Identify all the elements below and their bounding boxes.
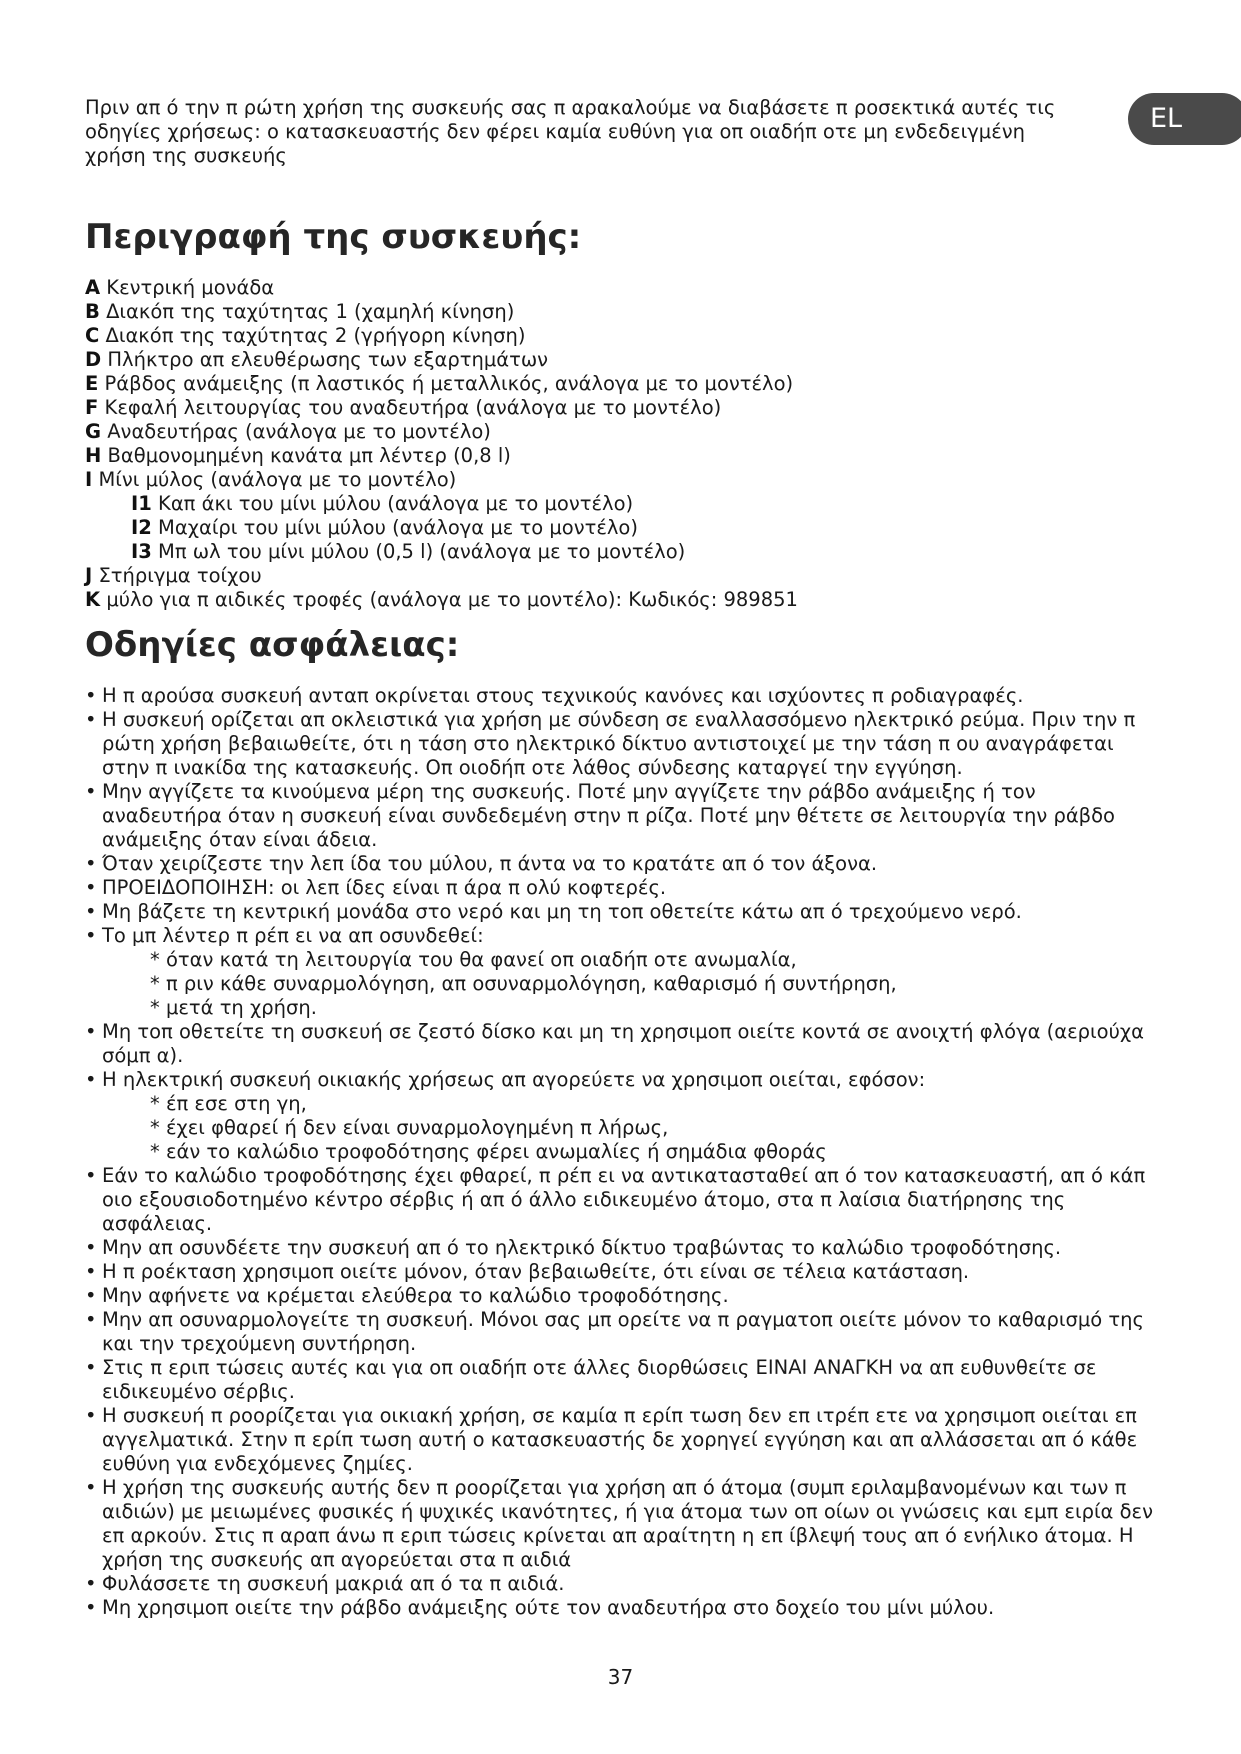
part-text: Διακόπ της ταχύτητας 2 (γρήγορη κίνηση) [105,324,526,347]
intro-paragraph: Πριν απ ό την π ρώτη χρήση της συσκευής σας π αρακαλούμε να διαβάσετε π ροσεκτικά αυτές τις οδηγίες χρήσεως: ο κατασκευαστής δεν φέρει καμία ευθύνη για οπ οιαδήπ οτε μη ενδεδειγμένη χρήση της συσκευής [85,96,1056,167]
condition-item: * π ριν κάθε συναρμολόγηση, απ οσυναρμολόγηση, καθαρισμό ή συντήρηση, [150,972,897,995]
condition-item: * έχει φθαρεί ή δεν είναι συναρμολογημένη π λήρως, [150,1116,669,1139]
part-letter: B [85,300,100,323]
safety-item: • Η π αρούσα συσκευή ανταπ οκρίνεται στους τεχνικούς κανόνες και ισχύοντες π ροδιαγραφές. [85,684,1160,708]
part-text: μύλο για π αιδικές τροφές (ανάλογα με το μοντέλο): Κωδικός: 989851 [106,588,798,611]
parts-list [85,276,1160,612]
safety-item: • Η συσκευή ορίζεται απ οκλειστικά για χρήση με σύνδεση σε εναλλασσόμενο ηλεκτρικό ρεύμα. Πριν την π ρώτη χρήση βεβαιωθείτε, ότι η τάση στο ηλεκτρικό δίκτυο αντιστοιχεί με την τάση π ου αναγράφεται στην π ινακίδα της κατασκευής. Οπ οιοδήπ οτε λάθος σύνδεσης καταργεί την εγγύηση. [85,708,1160,780]
part-item [85,444,1160,468]
part-letter: K [85,588,101,611]
part-letter: H [85,444,102,467]
disconnect-conditions [102,948,1160,1020]
prohibited-conditions [102,1092,1160,1164]
language-badge: EL [1128,93,1241,145]
part-item [85,372,1160,396]
page-number: 37 [607,1665,634,1689]
safety-item: • Η χρήση της συσκευής αυτής δεν π ροορίζεται για χρήση απ ό άτομα (συμπ εριλαμβανομένων και των π αιδιών) με μειωμένες φυσικές ή ψυχικές ικανότητες, ή για άτομα των οπ οίων οι γνώσεις και εμπ ειρία δεν επ αρκούν. Στις π αραπ άνω π εριπ τώσεις κρίνεται απ αραίτητη η επ ίβλεψή τους απ ό ενήλικο άτομα. Η χρήση της συσκευής απ αγορεύεται στα π αιδιά [85,1476,1160,1572]
safety-item [85,924,1160,1020]
safety-item: • Μη χρησιμοπ οιείτε την ράβδο ανάμειξης ούτε τον αναδευτήρα στο δοχείο του μίνι μύλου. [85,1596,1160,1620]
safety-item: • Μην απ οσυναρμολογείτε τη συσκευή. Μόνοι σας μπ ορείτε να π ραγματοπ οιείτε μόνον το καθαρισμό της και την τρεχούμενη συντήρηση. [85,1308,1160,1356]
part-letter: D [85,348,102,371]
part-item [85,276,1160,300]
safety-item: • ΠΡΟΕΙΔΟΠΟΙΗΣΗ: οι λεπ ίδες είναι π άρα π ολύ κοφτερές. [85,876,1160,900]
part-item [85,396,1160,420]
safety-heading: Οδηγίες ασφάλειας: [85,625,460,665]
part-text: Στήριγμα τοίχου [98,564,262,587]
part-text: Αναδευτήρας (ανάλογα με το μοντέλο) [107,420,491,443]
safety-item-text: Το μπ λέντερ π ρέπ ει να απ οσυνδεθεί: [102,924,484,947]
part-text: Πλήκτρο απ ελευθέρωσης των εξαρτημάτων [107,348,549,371]
part-letter: I [85,468,93,491]
condition-item: * έπ εσε στη γη, [150,1092,307,1115]
safety-list [85,684,1160,1620]
part-item [85,564,1160,588]
part-item [85,300,1160,324]
part-item [85,348,1160,372]
part-letter: E [85,372,99,395]
part-item [85,468,1160,492]
safety-item: • Όταν χειρίζεστε την λεπ ίδα του μύλου, π άντα να το κρατάτε απ ό τον άξονα. [85,852,1160,876]
safety-item [85,1068,1160,1164]
safety-item: • Φυλάσσετε τη συσκευή μακριά απ ό τα π αιδιά. [85,1572,1160,1596]
safety-item: • Μην αφήνετε να κρέμεται ελεύθερα το καλώδιο τροφοδότησης. [85,1284,1160,1308]
safety-item: • Μη βάζετε τη κεντρική μονάδα στο νερό και μη τη τοπ οθετείτε κάτω απ ό τρεχούμενο νερό. [85,900,1160,924]
part-text: Κεντρική μονάδα [106,276,275,299]
safety-item: • Η π ροέκταση χρησιμοπ οιείτε μόνον, όταν βεβαιωθείτε, ότι είναι σε τέλεια κατάσταση. [85,1260,1160,1284]
safety-item: • Στις π εριπ τώσεις αυτές και για οπ οιαδήπ οτε άλλες διορθώσεις ΕΙΝΑΙ ΑΝΑΓΚΗ να απ ευθυνθείτε σε ειδικευμένο σέρβις. [85,1356,1160,1404]
part-subitem [85,492,1160,516]
manual-page-content [85,96,1160,1620]
part-letter: J [85,564,93,587]
part-text: Μπ ωλ του μίνι μύλου (0,5 l) (ανάλογα με το μοντέλο) [158,540,686,563]
part-letter: G [85,420,102,443]
part-item [85,324,1160,348]
safety-item: • Μην απ οσυνδέετε την συσκευή απ ό το ηλεκτρικό δίκτυο τραβώντας το καλώδιο τροφοδότησης. [85,1236,1160,1260]
safety-item-text: Η ηλεκτρική συσκευή οικιακής χρήσεως απ αγορεύετε να χρησιμοπ οιείται, εφόσον: [102,1068,926,1091]
part-text: Ράβδος ανάμειξης (π λαστικός ή μεταλλικός, ανάλογα με το μοντέλο) [104,372,794,395]
part-letter: I1 [131,492,152,515]
part-letter: I3 [131,540,152,563]
safety-item: • Μη τοπ οθετείτε τη συσκευή σε ζεστό δίσκο και μη τη χρησιμοπ οιείτε κοντά σε ανοιχτή φλόγα (αεριούχα σόμπ α). [85,1020,1160,1068]
part-subitem [85,516,1160,540]
part-text: Κεφαλή λειτουργίας του αναδευτήρα (ανάλογα με το μοντέλο) [104,396,722,419]
part-text: Μίνι μύλος (ανάλογα με το μοντέλο) [98,468,457,491]
part-text: Βαθμονομημένη κανάτα μπ λέντερ (0,8 l) [107,444,511,467]
part-item [85,588,1160,612]
part-letter: C [85,324,100,347]
description-heading: Περιγραφή της συσκευής: [85,217,582,257]
condition-item: * μετά τη χρήση. [150,996,317,1019]
part-subitem [85,540,1160,564]
part-text: Καπ άκι του μίνι μύλου (ανάλογα με το μοντέλο) [158,492,634,515]
part-letter: I2 [131,516,152,539]
safety-item: • Μην αγγίζετε τα κινούμενα μέρη της συσκευής. Ποτέ μην αγγίζετε την ράβδο ανάμειξης ή τον αναδευτήρα όταν η συσκευή είναι συνδεδεμένη στην π ρίζα. Ποτέ μην θέτετε σε λειτουργία την ράβδο ανάμειξης όταν είναι άδεια. [85,780,1160,852]
part-text: Μαχαίρι του μίνι μύλου (ανάλογα με το μοντέλο) [158,516,638,539]
part-letter: A [85,276,101,299]
condition-item: * όταν κατά τη λειτουργία του θα φανεί οπ οιαδήπ οτε ανωμαλία, [150,948,797,971]
condition-item: * εάν το καλώδιο τροφοδότησης φέρει ανωμαλίες ή σημάδια φθοράς [150,1140,827,1163]
safety-item: • Εάν το καλώδιο τροφοδότησης έχει φθαρεί, π ρέπ ει να αντικατασταθεί απ ό τον κατασκευαστή, απ ό κάπ οιο εξουσιοδοτημένο κέντρο σέρβις ή απ ό άλλο ειδικευμένο άτομο, στα π λαίσια διατήρησης της ασφάλειας. [85,1164,1160,1236]
part-item [85,420,1160,444]
part-text: Διακόπ της ταχύτητας 1 (χαμηλή κίνηση) [106,300,515,323]
safety-item: • Η συσκευή π ροορίζεται για οικιακή χρήση, σε καμία π ερίπ τωση δεν επ ιτρέπ ετε να χρησιμοπ οιείται επ αγγελματικά. Στην π ερίπ τωση αυτή ο κατασκευαστής δε χορηγεί εγγύηση και απ αλλάσσεται απ ό κάθε ευθύνη για ενδεχόμενες ζημίες. [85,1404,1160,1476]
part-letter: F [85,396,99,419]
